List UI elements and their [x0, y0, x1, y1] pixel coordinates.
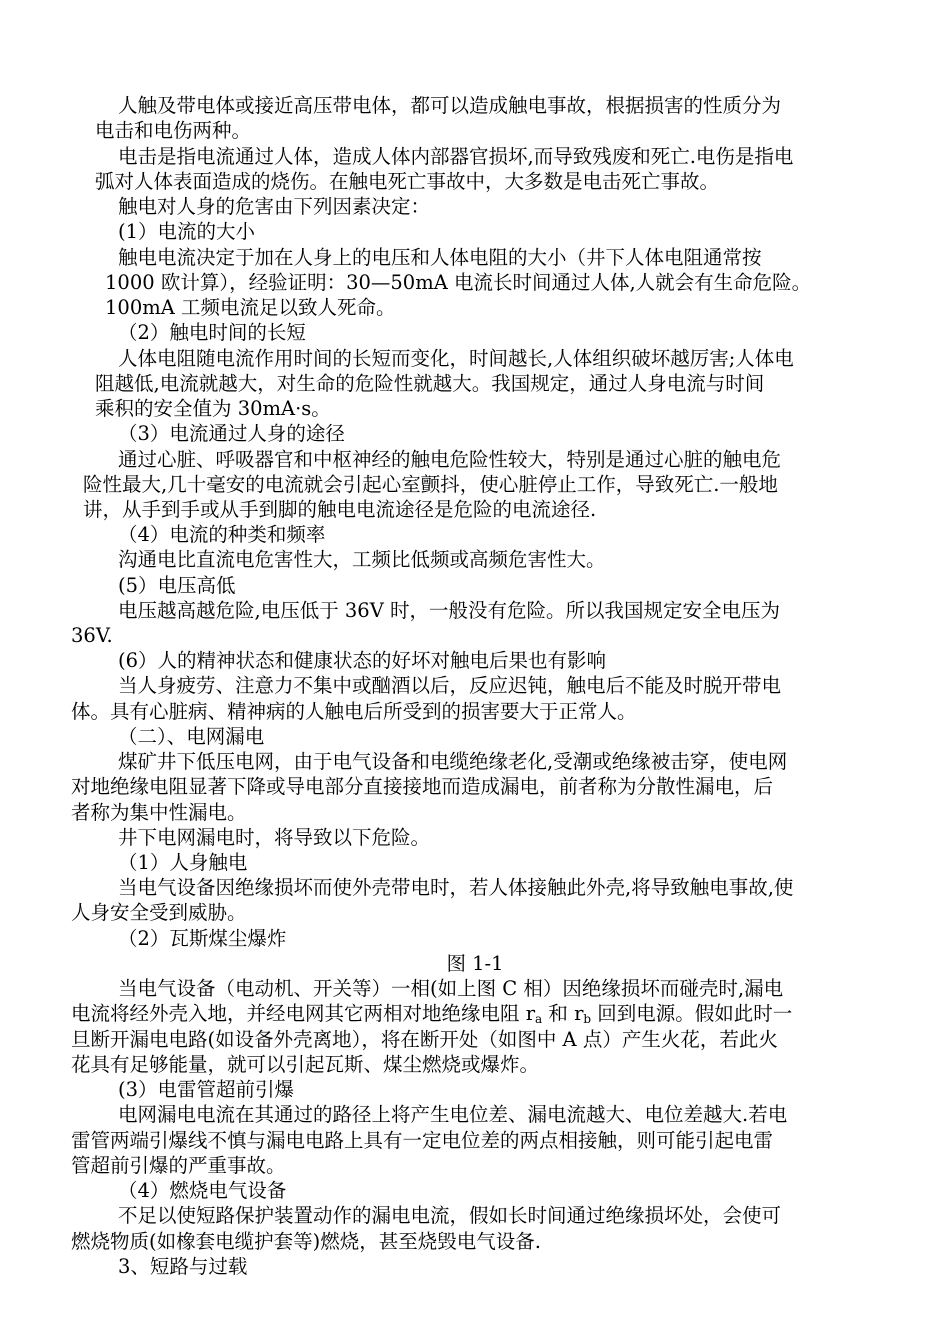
text-line: （2）瓦斯煤尘爆炸	[118, 927, 287, 950]
text-line: 当电气设备因绝缘损坏而使外壳带电时，若人体接触此外壳,将导致触电事故,使	[118, 876, 794, 899]
text-line: 沟通电比直流电危害性大，工频比低频或高频危害性大。	[118, 548, 606, 571]
text-line: 3、短路与过载	[118, 1255, 248, 1278]
text-line: (3）电雷管超前引爆	[118, 1078, 295, 1101]
text-line: 阻越低,电流就越大，对生命的危险性就越大。我国规定，通过人身电流与时间	[95, 372, 765, 395]
text-line: 人触及带电体或接近高压带电体，都可以造成触电事故，根据损害的性质分为	[118, 94, 782, 117]
resistance-symbol: r	[525, 1002, 536, 1025]
text-line: 电击是指电流通过人体，造成人体内部器官损坏,而导致残废和死亡.电伤是指电	[118, 145, 794, 168]
text-line: 乘积的安全值为 30mA·s。	[95, 397, 331, 420]
text-line: 触电电流决定于加在人身上的电压和人体电阻的大小（井下人体电阻通常按	[118, 246, 762, 269]
text-line: 管超前引爆的严重事故。	[71, 1154, 286, 1177]
text-line: （1）人身触电	[118, 851, 248, 874]
text-line: （二）、电网漏电	[118, 725, 265, 748]
text-line: （4）电流的种类和频率	[118, 523, 326, 546]
text-line: 雷管两端引爆线不慎与漏电电路上具有一定电位差的两点相接触，则可能引起电雷	[71, 1129, 774, 1152]
text-line: 当人身疲劳、注意力不集中或酗酒以后，反应迟钝，触电后不能及时脱开带电	[118, 674, 782, 697]
text-line: （2）触电时间的长短	[118, 321, 306, 344]
text-line: 煤矿井下低压电网，由于电气设备和电缆绝缘老化,受潮或绝缘被击穿，使电网	[118, 750, 788, 773]
figure-caption: 图 1-1	[446, 952, 504, 975]
text-line: 人体电阻随电流作用时间的长短而变化，时间越长,人体组织破坏越厉害;人体电	[118, 347, 794, 370]
text-line: (1）电流的大小	[118, 220, 256, 243]
text-line: 弧对人体表面造成的烧伤。在触电死亡事故中，大多数是电击死亡事故。	[95, 170, 720, 193]
text-line: 花具有足够能量，就可以引起瓦斯、煤尘燃烧或爆炸。	[71, 1053, 540, 1076]
text-line: 36V.	[71, 624, 113, 647]
text-segment: 电流将经外壳入地，并经电网其它两相对地绝缘电阻	[71, 1002, 526, 1025]
subscript: a	[535, 1012, 543, 1026]
text-line: 1000 欧计算），经验证明：30—50mA 电流长时间通过人体,人就会有生命危险。	[105, 271, 812, 294]
resistance-symbol: r	[574, 1002, 584, 1025]
text-line: 人身安全受到威胁。	[71, 901, 247, 924]
text-line: 通过心脏、呼吸器官和中枢神经的触电危险性较大，特别是通过心脏的触电危	[118, 448, 782, 471]
text-line: 电压越高越危险,电压低于 36V 时，一般没有危险。所以我国规定安全电压为	[118, 599, 780, 622]
text-line: 电击和电伤两种。	[95, 119, 252, 142]
text-segment: 回到电源。假如此时一	[591, 1002, 793, 1025]
text-line: (5）电压高低	[118, 574, 236, 597]
text-line	[71, 1001, 792, 1026]
text-line: 100mA 工频电流足以致人死命。	[105, 296, 396, 319]
text-line: 体。具有心脏病、精神病的人触电后所受到的损害要大于正常人。	[71, 700, 637, 723]
subscript: b	[583, 1012, 592, 1026]
text-line: 燃烧物质(如橡套电缆护套等)燃烧，甚至烧毁电气设备.	[71, 1230, 541, 1253]
text-line: 不足以使短路保护装置动作的漏电电流，假如长时间通过绝缘损坏处，会使可	[118, 1204, 782, 1227]
text-line: 触电对人身的危害由下列因素决定：	[118, 195, 431, 218]
text-segment: 和	[542, 1002, 575, 1025]
text-line: 者称为集中性漏电。	[71, 801, 247, 824]
text-line: （3）电流通过人身的途径	[118, 422, 345, 445]
text-line: 讲，从手到手或从手到脚的触电电流途径是危险的电流途径.	[83, 498, 597, 521]
text-line: (6）人的精神状态和健康状态的好坏对触电后果也有影响	[118, 649, 607, 672]
text-line: 险性最大,几十毫安的电流就会引起心室颤抖，使心脏停止工作，导致死亡.一般地	[83, 473, 778, 496]
text-line: 旦断开漏电电路(如设备外壳离地），将在断开处（如图中 A 点）产生火花，若此火	[71, 1028, 778, 1051]
text-line: 电网漏电电流在其通过的路径上将产生电位差、漏电流越大、电位差越大.若电	[118, 1103, 788, 1126]
text-line: （4）燃烧电气设备	[118, 1179, 287, 1202]
text-line: 井下电网漏电时，将导致以下危险。	[118, 826, 431, 849]
text-line: 当电气设备（电动机、开关等）一相(如上图 C 相）因绝缘损坏而碰壳时,漏电	[118, 977, 784, 1000]
text-line: 对地绝缘电阻显著下降或导电部分直接接地而造成漏电，前者称为分散性漏电，后	[71, 775, 774, 798]
